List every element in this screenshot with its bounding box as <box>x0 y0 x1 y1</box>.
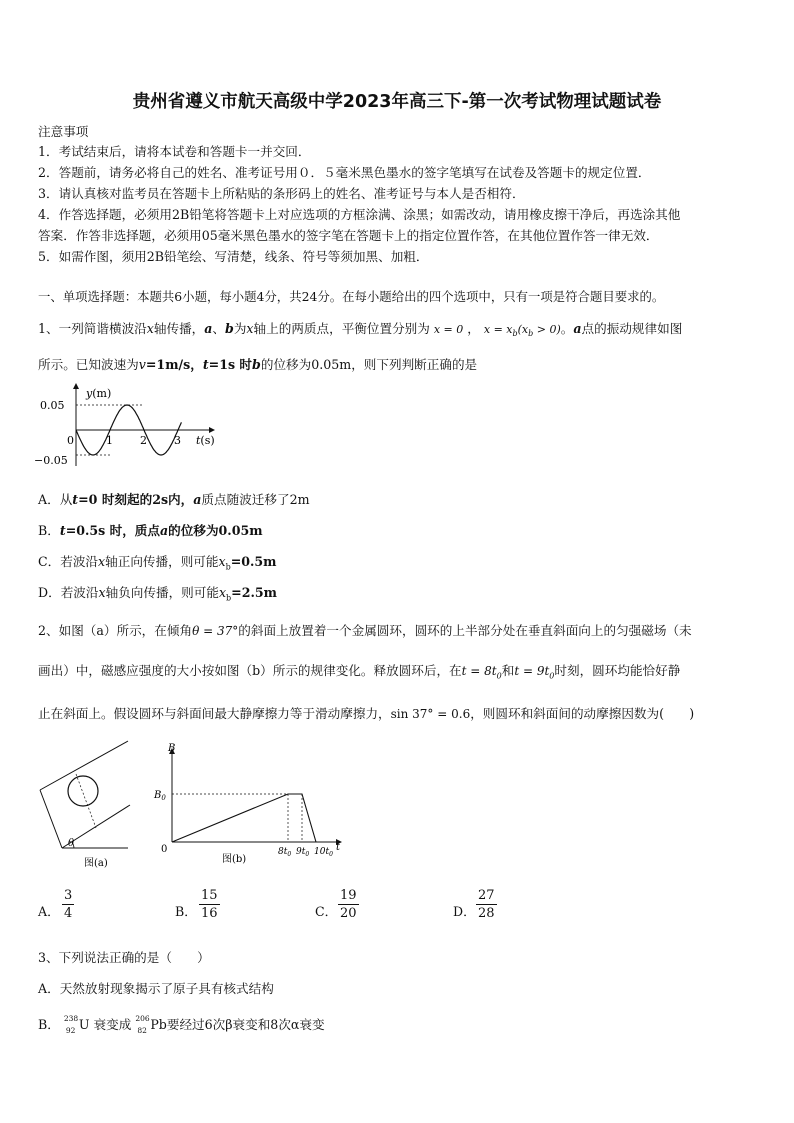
y-tick-bottom: −0.05 <box>34 454 68 467</box>
notice-heading: 注意事项 <box>38 124 89 139</box>
notice-item: 4．作答选择题，必须用2B铅笔将答题卡上对应选项的方框涂满、涂黑；如需改动，请用橡皮擦干净后，再选涂其他 <box>38 207 681 222</box>
q1-stem-line1: 1、一列简谐横波沿x轴传播，a、b为x轴上的两质点，平衡位置分别为 x = 0 ， $x = x_b(x_b > 0)$。a点的振动规律如图 <box>38 321 683 339</box>
q1-equation: x = 0 <box>433 323 464 336</box>
q2-option-d-fraction[interactable]: $\frac{27}{28}$ <box>478 888 495 921</box>
q3-option-b[interactable]: B． 238 92 U 衰变成 206 82 Pb要经过6次β衰变和8次α衰变 <box>38 1013 325 1035</box>
y-tick-top: 0.05 <box>40 399 65 412</box>
q2-figure-b <box>150 738 350 870</box>
lead-nuclide: 206 82 <box>135 1013 150 1035</box>
q2-stem-line2: 画出）中，磁感应强度的大小按如图（b）所示的规律变化。释放圆环后，在$t = 8t_0$和$t = 9t_0$时刻，圆环均能恰好静 <box>38 663 681 681</box>
tick-10t0: $10t_0$ <box>314 847 333 858</box>
ring-axis-dashed <box>76 774 96 828</box>
q2-option-a-label[interactable]: A． <box>38 904 60 919</box>
q1-var: v <box>138 357 146 372</box>
notice-item: 5．如需作图，须用2B铅笔绘、写清楚，线条、符号等须加黑、加粗． <box>38 249 429 264</box>
q1-vibration-graph <box>34 380 224 475</box>
q1-option-c[interactable]: C．若波沿x轴正向传播，则可能$x_b=0.5m$ <box>38 554 277 572</box>
q1-equation2: $x = x_b(x_b > 0)$ <box>483 323 561 339</box>
b0-label: $B_0$ <box>154 790 166 802</box>
notice-item: 1．考试结束后，请将本试卷和答题卡一并交回． <box>38 144 311 159</box>
x-axis-arrow <box>209 427 215 433</box>
q1-text: 1、一列简谐横波沿 <box>38 321 147 336</box>
q1-text: 的位移为0.05m，则下列判断正确的是 <box>260 357 478 372</box>
notice-item: 答案．作答非选择题，必须用05毫米黑色墨水的签字笔在答题卡上的指定位置作答，在其他位置作答一律无效． <box>38 228 659 243</box>
metal-ring <box>68 776 98 806</box>
theta-equation: θ = 37° <box>192 624 239 638</box>
x-axis-label: t(s) <box>196 434 215 447</box>
q3-stem: 3、下列说法正确的是（ ） <box>38 950 210 965</box>
q1-option-d[interactable]: D．若波沿x轴负向传播，则可能$x_b=2.5m$ <box>38 585 277 603</box>
x-tick-3: 3 <box>174 434 181 447</box>
q1-text: 所示。已知波速为 <box>38 357 139 372</box>
y-axis-arrow <box>73 383 79 389</box>
q1-var: b <box>225 321 234 336</box>
figure-b-caption: 图(b) <box>222 854 247 865</box>
q2-option-c-fraction[interactable]: $\frac{19}{20}$ <box>340 888 357 921</box>
notice-item: 2．答题前，请务必将自己的姓名、准考证号用０．５毫米黑色墨水的签字笔填写在试卷及答题卡的规定位置． <box>38 165 651 180</box>
x-tick-2: 2 <box>140 434 147 447</box>
q1-var: x <box>146 321 154 336</box>
time-9t0: $t = 9t_0$ <box>514 664 555 681</box>
q1-text: 、 <box>212 321 226 336</box>
q1-text: 轴传播， <box>153 321 205 336</box>
t-axis-label: t <box>336 842 341 853</box>
q1-var: a <box>573 321 582 336</box>
x-tick-1: 1 <box>106 434 113 447</box>
q1-option-b[interactable]: B．t=0.5s 时，质点a的位移为0.05m <box>38 523 263 538</box>
origin-label: 0 <box>67 434 74 447</box>
tick-8t0: $8t_0$ <box>278 847 292 858</box>
q1-text: 轴上的两质点，平衡位置分别为 <box>253 321 430 336</box>
uranium-nuclide: 238 92 <box>63 1013 79 1035</box>
q1-stem-line2 <box>38 354 477 373</box>
time-8t0: $t = 8t_0$ <box>461 664 502 681</box>
q1-text: 为 <box>233 321 247 336</box>
figure-a-caption: 图(a) <box>84 858 108 869</box>
q2-option-b-label[interactable]: B． <box>175 904 197 919</box>
q3-option-a[interactable]: A．天然放射现象揭示了原子具有核式结构 <box>38 981 274 996</box>
q1-var: x <box>246 321 254 336</box>
q2-option-c-label[interactable]: C． <box>315 904 338 919</box>
q2-option-b-fraction[interactable]: $\frac{15}{16}$ <box>201 888 218 921</box>
section-heading: 一、单项选择题：本题共6小题，每小题4分，共24分。在每小题给出的四个选项中，只有一项是符合题目要求的。 <box>38 289 665 304</box>
q2-option-d-label[interactable]: D． <box>453 904 476 919</box>
q2-stem-line3: 止在斜面上。假设圆环与斜面间最大静摩擦力等于滑动摩擦力，sin 37° = 0.6，则圆环和斜面间的动摩擦因数为( ) <box>38 706 695 721</box>
q1-var: b <box>252 357 261 372</box>
origin-label: 0 <box>161 844 168 855</box>
q2-option-a-fraction[interactable]: $\frac{3}{4}$ <box>64 888 73 921</box>
y-axis-label: y(m) <box>86 387 112 400</box>
q1-text: =1s 时 <box>208 357 253 372</box>
b-axis-label: B <box>168 743 176 754</box>
q1-text: =1m/s， <box>145 357 203 372</box>
slope-edge <box>40 790 62 848</box>
page-title: 贵州省遵义市航天高级中学2023年高三下-第一次考试物理试题试卷 <box>132 92 662 112</box>
field-boundary-line <box>40 741 128 790</box>
sin-equation: sin 37° = 0.6 <box>390 707 471 721</box>
q1-var: t <box>202 357 209 372</box>
q1-text: 点的振动规律如图 <box>581 321 683 336</box>
q1-option-a[interactable]: A．从t=0 时刻起的2s内，a质点随波迁移了2m <box>38 492 310 507</box>
theta-label: θ <box>68 838 75 849</box>
q1-var: a <box>204 321 213 336</box>
notice-item: 3．请认真核对监考员在答题卡上所粘贴的条形码上的姓名、准考证号与本人是否相符． <box>38 186 525 201</box>
q2-stem-line1: 2、如图（a）所示，在倾角θ = 37°的斜面上放置着一个金属圆环，圆环的上半部分处在垂直斜面向上的匀强磁场（未 <box>38 623 692 638</box>
tick-9t0: $9t_0$ <box>296 847 310 858</box>
q2-figure-a <box>36 738 136 870</box>
q1-text: 。 <box>560 321 574 336</box>
b-curve <box>172 794 316 842</box>
